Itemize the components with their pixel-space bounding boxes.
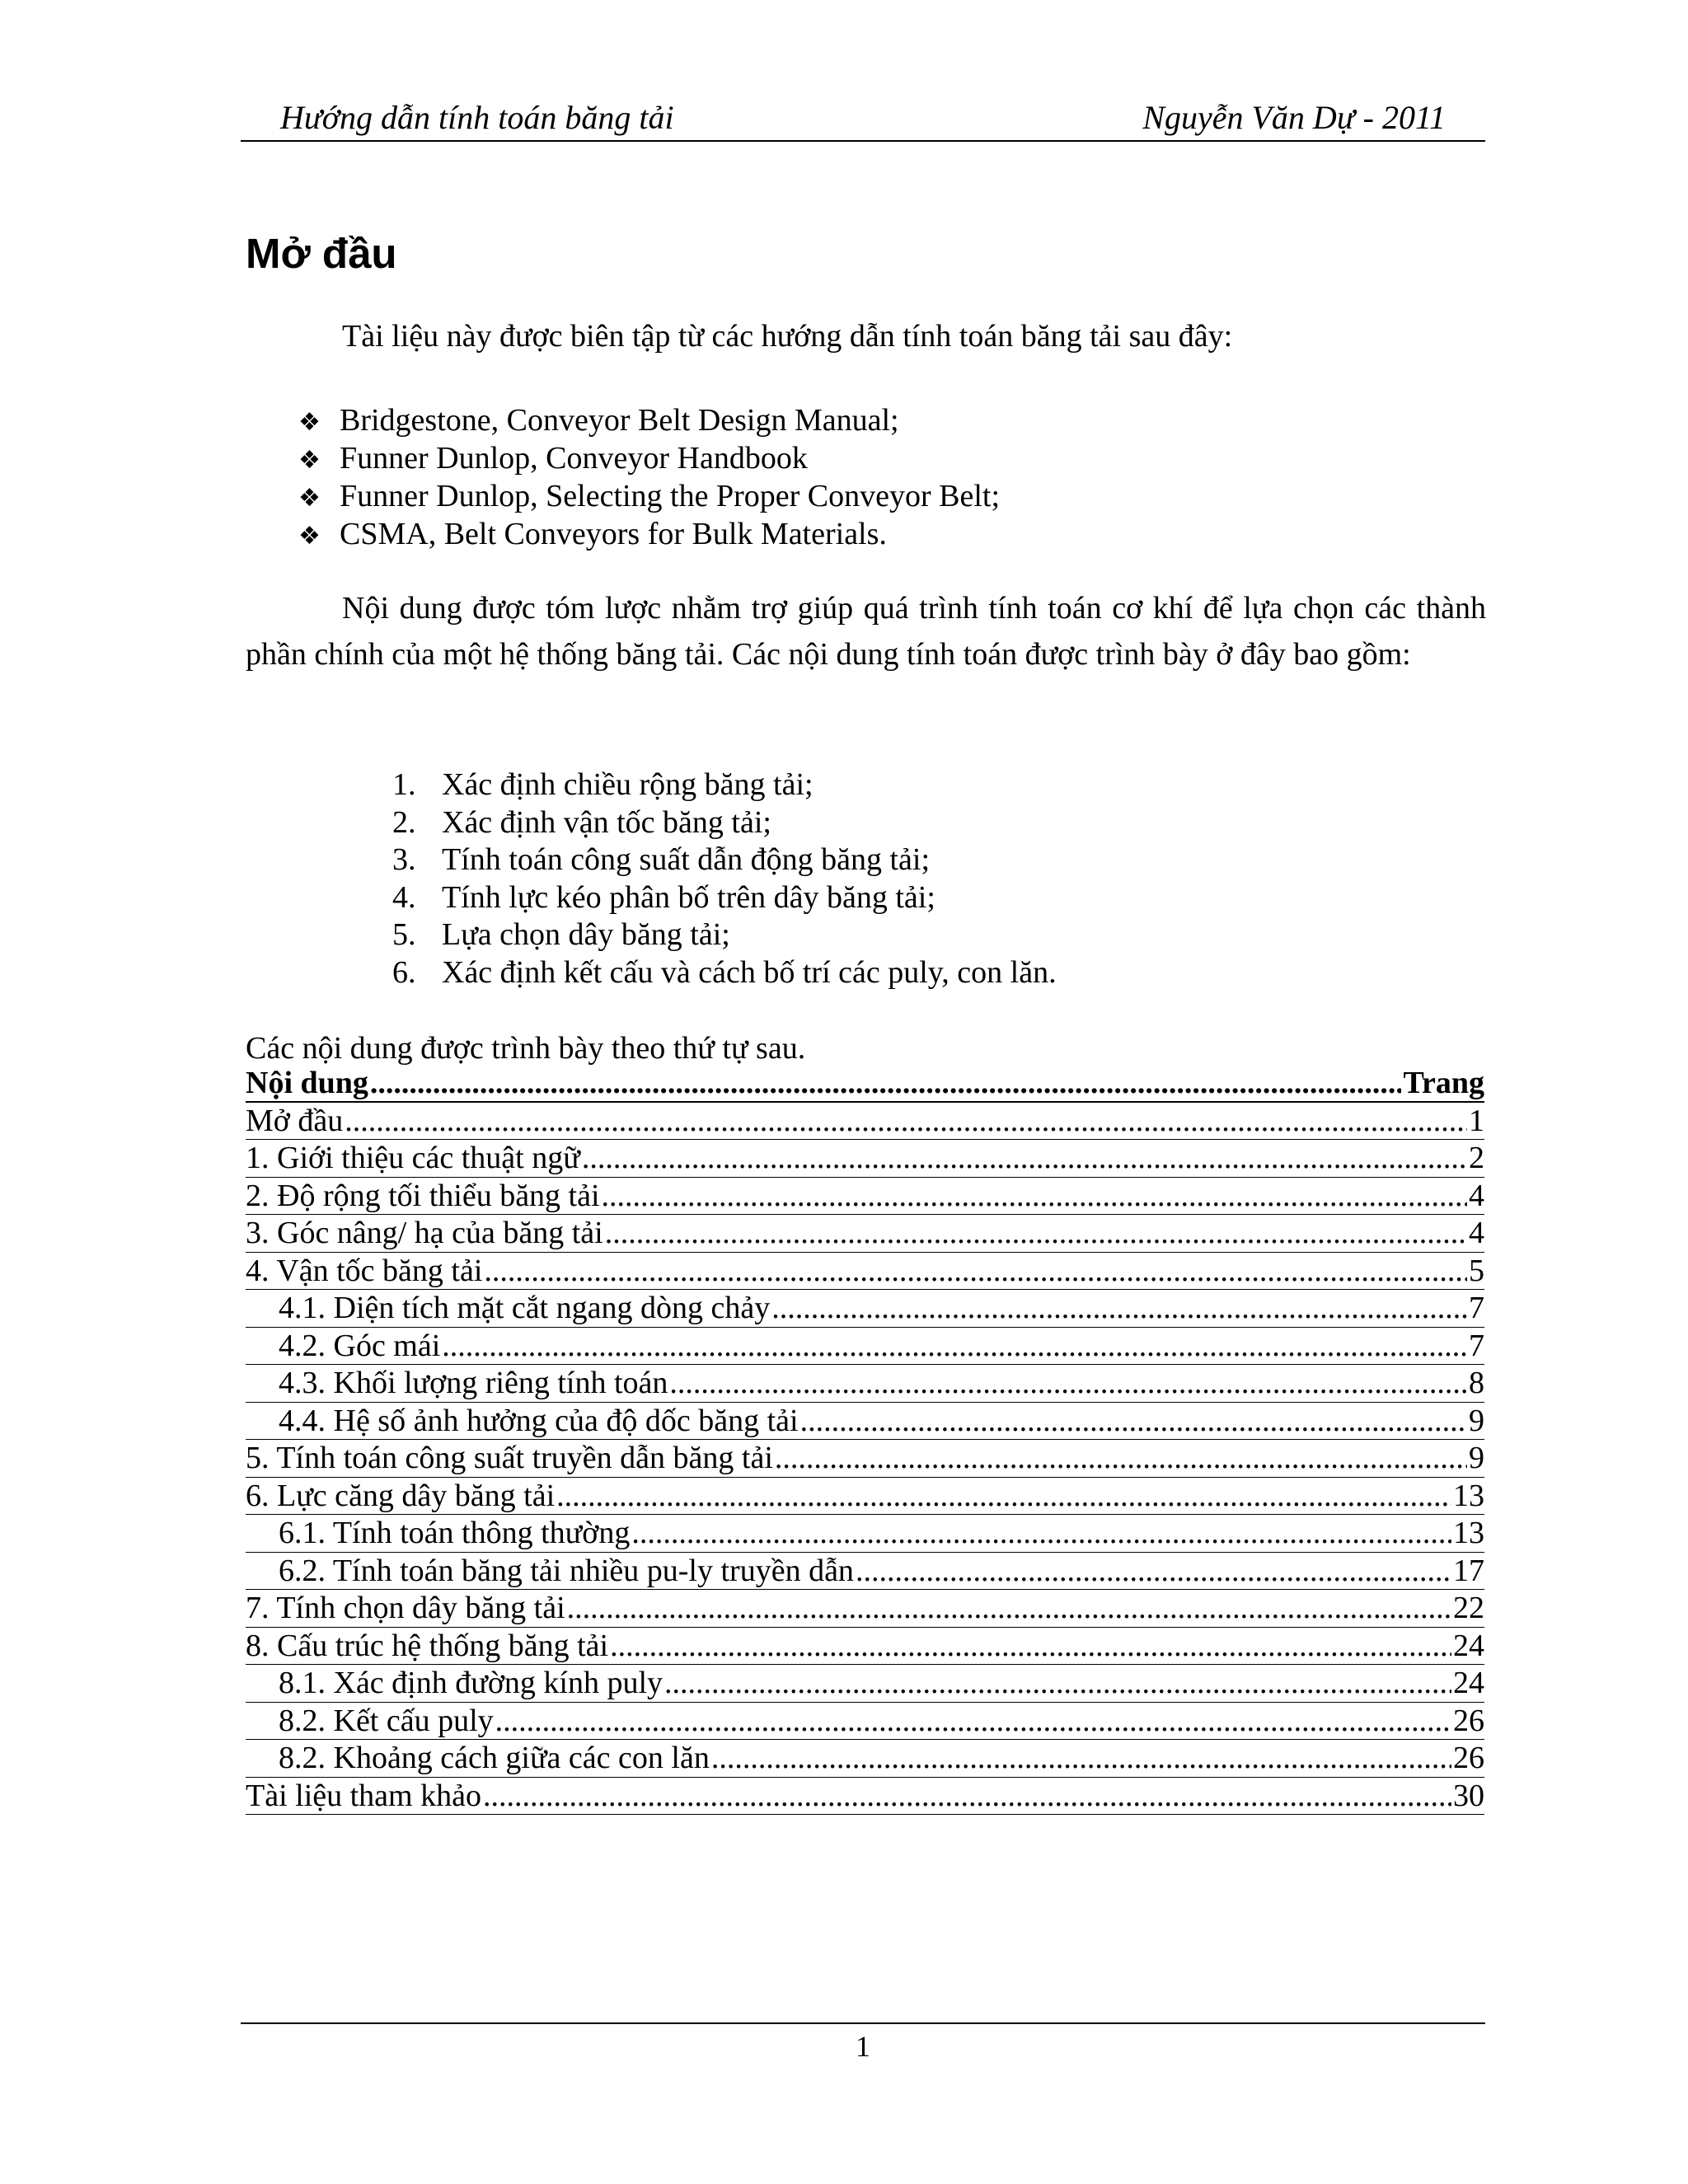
step-item	[392, 766, 1057, 804]
toc-entry-title: 8.2. Kết cấu puly	[279, 1703, 494, 1738]
toc-entry-page: 2	[1469, 1141, 1484, 1175]
diamond-bullet-icon: ❖	[298, 446, 321, 475]
source-item	[298, 401, 1000, 439]
source-item	[298, 439, 1000, 477]
step-text: Tính lực kéo phân bố trên dây băng tải;	[442, 879, 935, 915]
body-paragraph: Nội dung được tóm lược nhằm trợ giúp quá trình tính toán cơ khí để lựa chọn các thành phần chính của một hệ thống băng tải. Các nội dung tính toán được trình bày ở đây bao gồm:	[246, 591, 1486, 672]
page-number: 1	[856, 2030, 870, 2063]
footer-rule	[241, 2022, 1485, 2024]
toc-entry-title: 4.4. Hệ số ảnh hưởng của độ dốc băng tải	[279, 1403, 799, 1438]
toc-entry-page: 26	[1453, 1703, 1484, 1738]
step-item	[392, 804, 1057, 842]
toc-entry-title: 4. Vận tốc băng tải	[246, 1253, 483, 1288]
toc-entry-page: 8	[1469, 1366, 1484, 1400]
toc-entry-page: 5	[1469, 1253, 1484, 1288]
toc-leader	[567, 1590, 1451, 1628]
source-text: Funner Dunlop, Conveyor Handbook	[340, 441, 808, 476]
toc-entry-title: 7. Tính chọn dây băng tải	[246, 1591, 565, 1625]
toc-entry-page: 13	[1453, 1516, 1484, 1550]
step-number: 4.	[392, 879, 416, 915]
page-header	[241, 91, 1485, 142]
toc-row[interactable]	[246, 1440, 1484, 1478]
toc-leader	[631, 1515, 1451, 1553]
toc-row[interactable]	[246, 1253, 1484, 1291]
source-text: Bridgestone, Conveyor Belt Design Manual;	[340, 403, 899, 438]
toc-intro: Các nội dung được trình bày theo thứ tự sau.	[246, 1031, 806, 1066]
source-text: Funner Dunlop, Selecting the Proper Conveyor Belt;	[340, 479, 1001, 513]
step-number: 2.	[392, 804, 416, 840]
toc-row[interactable]	[246, 1478, 1484, 1516]
toc-entry-title: 4.1. Diện tích mặt cắt ngang dòng chảy	[279, 1291, 771, 1325]
toc-leader	[556, 1478, 1451, 1516]
toc-header-page: Trang	[1403, 1066, 1484, 1100]
toc-entry-title: 5. Tính toán công suất truyền dẫn băng tải	[246, 1441, 773, 1475]
toc-entry-page: 13	[1453, 1478, 1484, 1513]
toc-entry-page: 9	[1469, 1441, 1484, 1475]
step-number: 6.	[392, 954, 416, 990]
toc-entry-page: 30	[1453, 1778, 1484, 1813]
toc-leader	[442, 1328, 1467, 1366]
toc-leader	[711, 1740, 1451, 1778]
toc-header-title: Nội dung	[246, 1066, 368, 1100]
toc-entry-title: 4.2. Góc mái	[279, 1328, 441, 1363]
step-text: Xác định vận tốc băng tải;	[442, 804, 771, 840]
step-item	[392, 841, 1057, 879]
toc-entry-title: 1. Giới thiệu các thuật ngữ	[246, 1141, 580, 1175]
toc-row[interactable]	[246, 1290, 1484, 1328]
toc-entry-page: 7	[1469, 1291, 1484, 1325]
toc-row[interactable]	[246, 1665, 1484, 1703]
toc-entry-title: 8. Cấu trúc hệ thống băng tải	[246, 1628, 609, 1663]
toc-row[interactable]	[246, 1365, 1484, 1403]
toc-header	[246, 1065, 1484, 1103]
toc-entry-page: 7	[1469, 1328, 1484, 1363]
toc-row[interactable]	[246, 1515, 1484, 1553]
toc-entry-title: 2. Độ rộng tối thiểu băng tải	[246, 1178, 600, 1213]
step-number: 5.	[392, 917, 416, 952]
toc-leader	[370, 1065, 1402, 1103]
steps-list	[392, 766, 1057, 991]
toc-leader	[771, 1290, 1467, 1328]
step-text: Xác định chiều rộng băng tải;	[442, 767, 814, 802]
toc-leader	[484, 1253, 1467, 1291]
toc-leader	[602, 1178, 1467, 1216]
toc-row[interactable]	[246, 1590, 1484, 1628]
toc-leader	[669, 1365, 1467, 1403]
toc-row[interactable]	[246, 1628, 1484, 1666]
toc-row[interactable]	[246, 1103, 1484, 1141]
toc-entry-title: 3. Góc nâng/ hạ của băng tải	[246, 1216, 603, 1250]
page-title: Mở đầu	[246, 230, 397, 277]
toc-leader	[800, 1403, 1467, 1441]
toc-row[interactable]	[246, 1215, 1484, 1253]
step-number: 1.	[392, 767, 416, 802]
toc-entry-title: 8.2. Khoảng cách giữa các con lăn	[279, 1741, 710, 1775]
toc-entry-page: 26	[1453, 1741, 1484, 1775]
toc-entry-page: 17	[1453, 1553, 1484, 1588]
toc-entry-title: 8.1. Xác định đường kính puly	[279, 1666, 663, 1700]
toc-leader	[775, 1440, 1467, 1478]
toc-entry-title: 6.1. Tính toán thông thường	[279, 1516, 631, 1550]
header-author: Nguyễn Văn Dự - 2011	[1142, 99, 1446, 136]
diamond-bullet-icon: ❖	[298, 408, 321, 437]
toc-leader	[605, 1215, 1467, 1253]
toc-row[interactable]	[246, 1328, 1484, 1366]
toc-entry-title: Mở đầu	[246, 1103, 344, 1138]
step-number: 3.	[392, 842, 416, 877]
toc-entry-title: Tài liệu tham khảo	[246, 1778, 481, 1813]
step-item	[392, 916, 1057, 954]
header-title: Hướng dẫn tính toán băng tải	[280, 99, 674, 136]
toc-entry-title: 6.2. Tính toán băng tải nhiều pu-ly truyền dẫn	[279, 1553, 854, 1588]
toc-leader	[664, 1665, 1451, 1703]
source-list	[298, 401, 1000, 553]
toc-leader	[345, 1103, 1467, 1141]
toc-entry-title: 6. Lực căng dây băng tải	[246, 1478, 556, 1513]
toc-leader	[856, 1553, 1451, 1591]
source-item	[298, 477, 1000, 515]
toc-entry-page: 1	[1469, 1103, 1484, 1138]
toc-entry-page: 24	[1453, 1666, 1484, 1700]
diamond-bullet-icon: ❖	[298, 484, 321, 513]
toc-entry-title: 4.3. Khối lượng riêng tính toán	[279, 1366, 668, 1400]
intro-paragraph: Tài liệu này được biên tập từ các hướng dẫn tính toán băng tải sau đây:	[342, 319, 1233, 354]
source-item	[298, 515, 1000, 553]
step-text: Xác định kết cấu và cách bố trí các puly, con lăn.	[442, 954, 1057, 990]
toc-row[interactable]	[246, 1553, 1484, 1591]
toc-row[interactable]	[246, 1740, 1484, 1778]
step-text: Tính toán công suất dẫn động băng tải;	[442, 842, 931, 877]
table-of-contents	[246, 1065, 1484, 1815]
toc-row[interactable]	[246, 1703, 1484, 1741]
step-item	[392, 879, 1057, 917]
toc-row[interactable]	[246, 1140, 1484, 1178]
step-text: Lựa chọn dây băng tải;	[442, 917, 730, 952]
toc-leader	[495, 1703, 1451, 1741]
toc-row[interactable]	[246, 1178, 1484, 1216]
toc-entry-page: 22	[1453, 1591, 1484, 1625]
toc-entry-page: 9	[1469, 1403, 1484, 1438]
toc-row[interactable]	[246, 1778, 1484, 1816]
toc-leader	[483, 1778, 1451, 1816]
step-item	[392, 954, 1057, 992]
toc-row[interactable]	[246, 1403, 1484, 1441]
toc-entry-page: 4	[1469, 1216, 1484, 1250]
toc-entry-page: 24	[1453, 1628, 1484, 1663]
diamond-bullet-icon: ❖	[298, 522, 321, 551]
toc-leader	[582, 1140, 1467, 1178]
source-text: CSMA, Belt Conveyors for Bulk Materials.	[340, 517, 887, 551]
toc-entry-page: 4	[1469, 1178, 1484, 1213]
toc-leader	[610, 1628, 1451, 1666]
